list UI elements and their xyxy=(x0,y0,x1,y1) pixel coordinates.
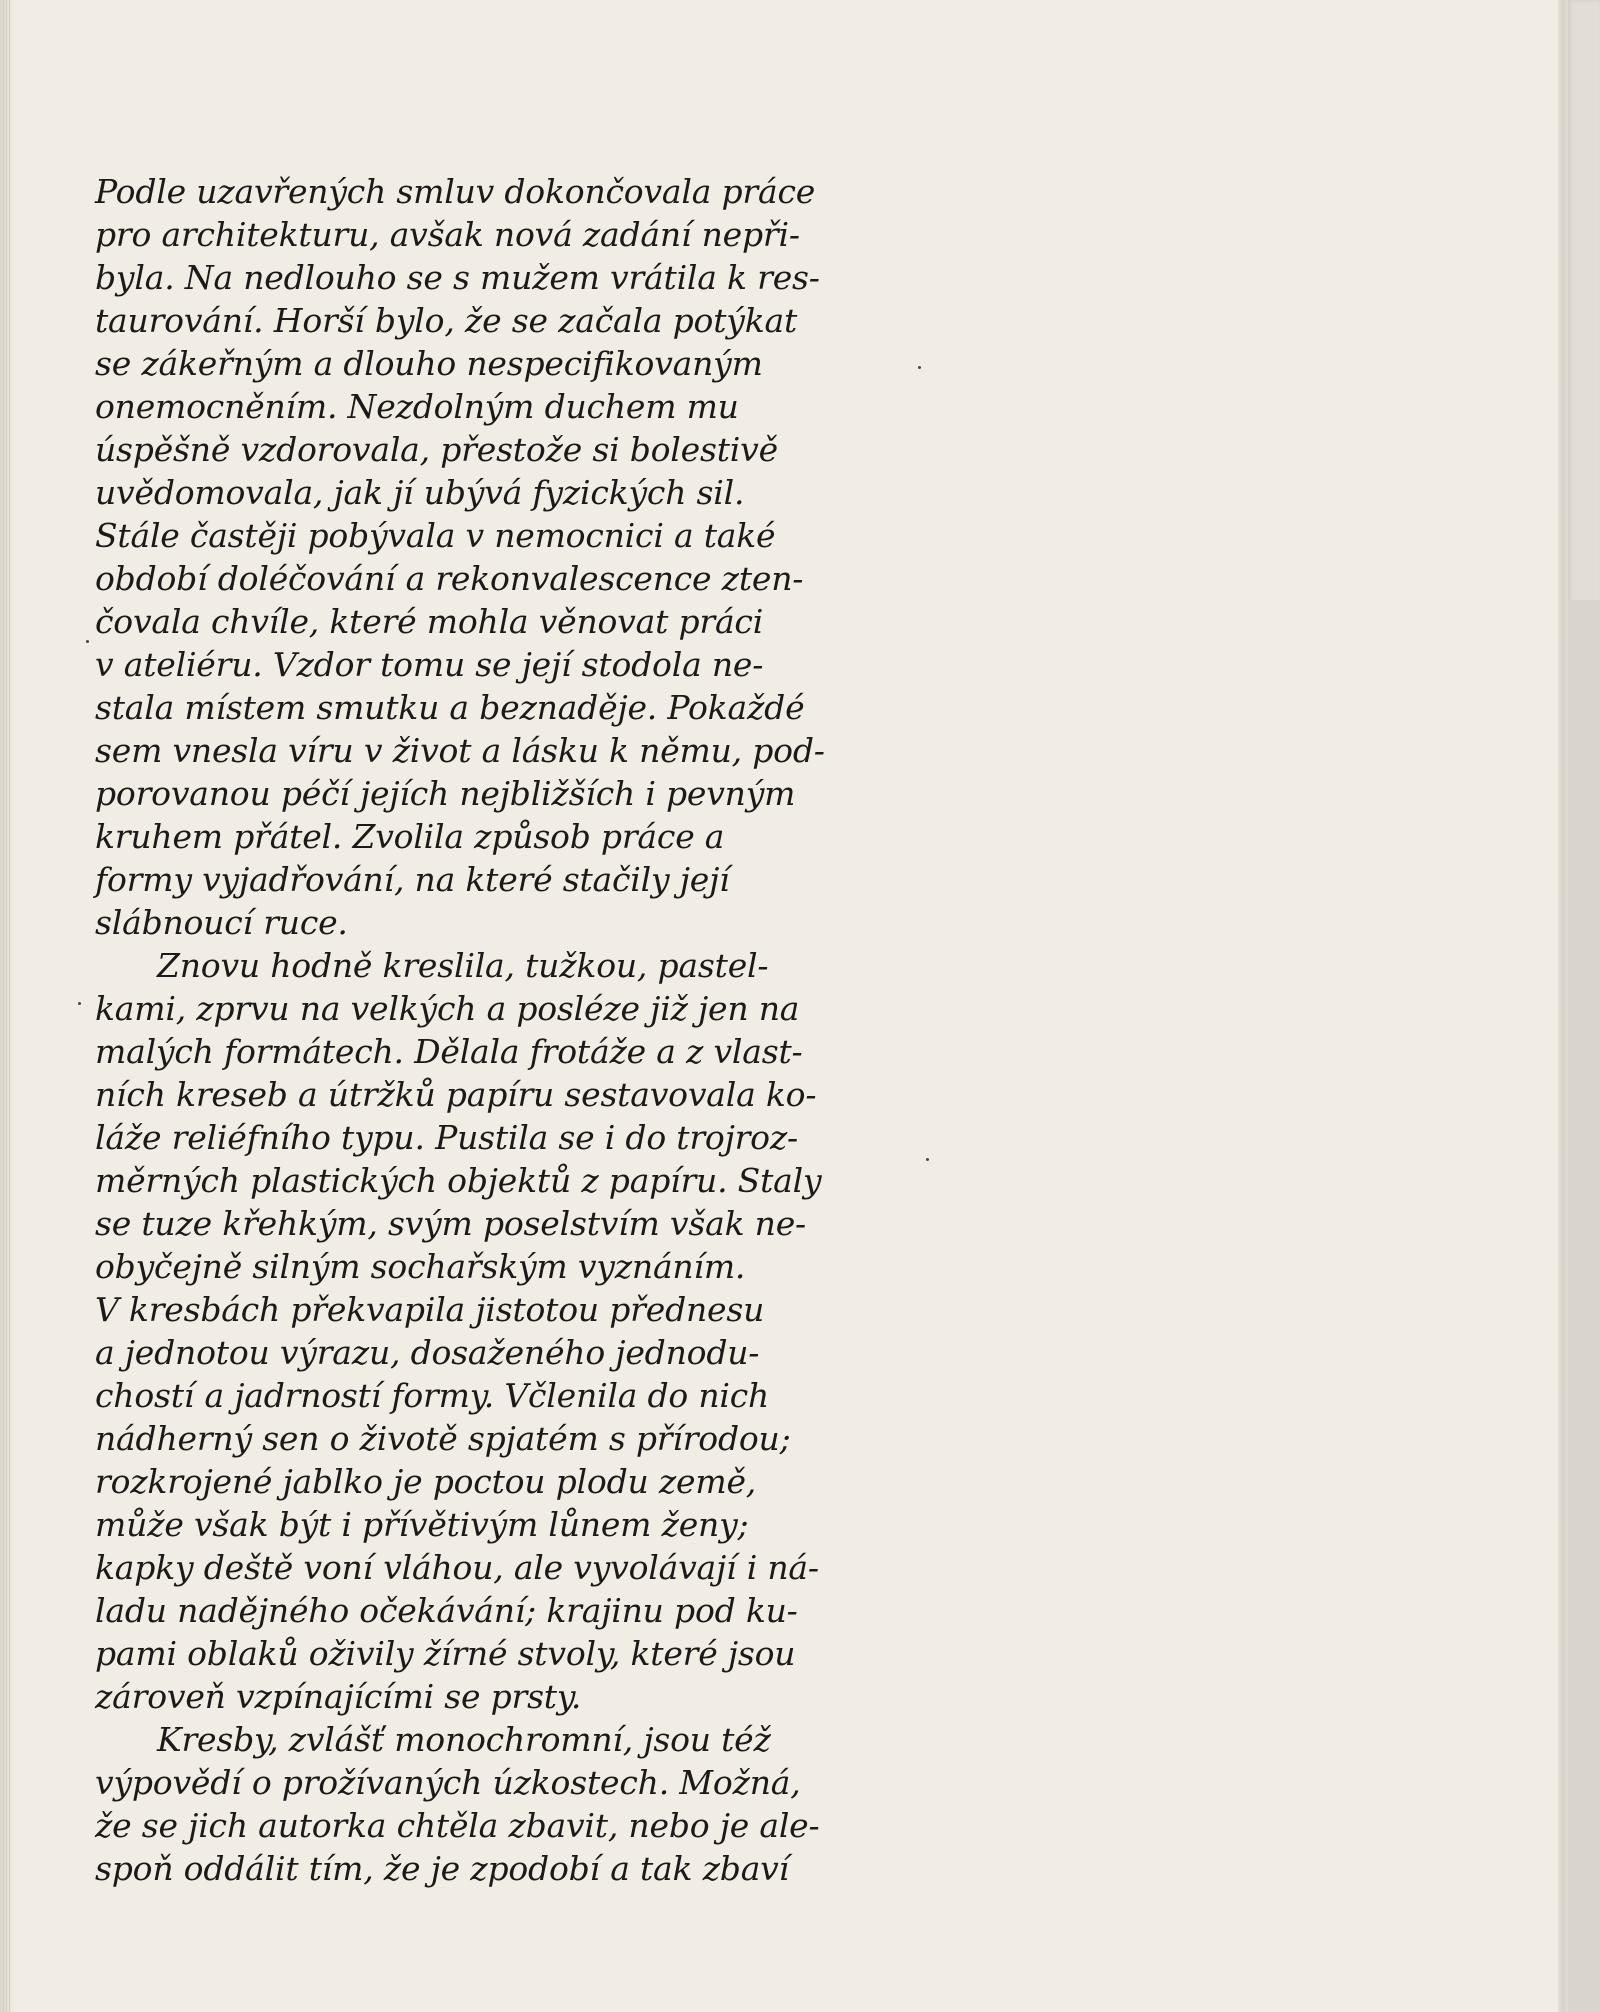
text-line: taurování. Horší bylo, že se začala potýkat xyxy=(95,301,798,340)
text-line: spoň oddálit tím, že je zpodobí a tak zbaví xyxy=(95,1849,789,1888)
text-line: čovala chvíle, které mohla věnovat práci xyxy=(95,602,764,641)
dust-speck xyxy=(86,640,89,643)
text-line: pro architekturu, avšak nová zadání nepři- xyxy=(95,215,800,254)
paragraph-first-line: Znovu hodně kreslila, tužkou, pastel- xyxy=(157,946,769,985)
paragraph-first-line: Kresby, zvlášť monochromní, jsou též xyxy=(157,1720,771,1759)
text-line: výpovědí o prožívaných úzkostech. Možná, xyxy=(95,1763,801,1802)
text-line: ladu nadějného očekávání; krajinu pod ku- xyxy=(95,1591,798,1630)
text-line: že se jich autorka chtěla zbavit, nebo je ale- xyxy=(95,1806,820,1845)
text-line: byla. Na nedlouho se s mužem vrátila k res- xyxy=(95,258,820,297)
text-line: malých formátech. Dělala frotáže a z vlast- xyxy=(95,1032,803,1071)
adjacent-page-shadow xyxy=(1568,600,1600,2012)
text-line: formy vyjadřování, na které stačily její xyxy=(95,860,730,899)
text-line: porovanou péčí jejích nejbližších i pevným xyxy=(95,774,796,813)
text-line: uvědomovala, jak jí ubývá fyzických sil. xyxy=(95,473,745,512)
text-line: ních kreseb a útržků papíru sestavovala ko- xyxy=(95,1075,817,1114)
text-line: chostí a jadrností formy. Včlenila do nich xyxy=(95,1376,770,1415)
text-line: se tuze křehkým, svým poselstvím však ne- xyxy=(95,1204,807,1243)
text-line: kruhem přátel. Zvolila způsob práce a xyxy=(95,817,725,856)
dust-speck xyxy=(78,1002,81,1005)
text-line: Stále častěji pobývala v nemocnici a také xyxy=(95,516,776,555)
text-line: úspěšně vzdorovala, přestože si bolestivě xyxy=(95,430,778,469)
text-line: V kresbách překvapila jistotou přednesu xyxy=(95,1290,765,1329)
text-line: Podle uzavřených smluv dokončovala práce xyxy=(95,172,816,211)
text-line: stala místem smutku a beznaděje. Pokaždé xyxy=(95,688,805,727)
body-text-column xyxy=(95,170,910,1890)
text-line: kami, zprvu na velkých a posléze již jen na xyxy=(95,989,800,1028)
text-line: slábnoucí ruce. xyxy=(95,903,348,942)
text-line: onemocněním. Nezdolným duchem mu xyxy=(95,387,739,426)
text-line: se zákeřným a dlouho nespecifikovaným xyxy=(95,344,763,383)
text-line: nádherný sen o životě spjatém s přírodou; xyxy=(95,1419,791,1458)
text-line: může však být i přívětivým lůnem ženy; xyxy=(95,1505,749,1544)
text-line: láže reliéfního typu. Pustila se i do trojroz- xyxy=(95,1118,798,1157)
page-edge-line xyxy=(3,0,4,2012)
page-edge-line xyxy=(6,0,7,2012)
text-line: pami oblaků oživily žírné stvoly, které jsou xyxy=(95,1634,796,1673)
dust-speck xyxy=(926,1158,929,1161)
text-line: sem vnesla víru v život a lásku k němu, pod- xyxy=(95,731,825,770)
text-line: měrných plastických objektů z papíru. Staly xyxy=(95,1161,822,1200)
text-line: období doléčování a rekonvalescence zten- xyxy=(95,559,804,598)
dust-speck xyxy=(918,366,921,369)
page-stack-edge xyxy=(0,0,14,2012)
page-edge-line xyxy=(9,0,10,2012)
text-line: kapky deště voní vláhou, ale vyvolávají i ná- xyxy=(95,1548,819,1587)
text-line: obyčejně silným sochařským vyznáním. xyxy=(95,1247,746,1286)
text-line: v ateliéru. Vzdor tomu se její stodola ne- xyxy=(95,645,764,684)
text-line: zároveň vzpínajícími se prsty. xyxy=(95,1677,582,1716)
text-line: a jednotou výrazu, dosaženého jednodu- xyxy=(95,1333,760,1372)
text-line: rozkrojené jablko je poctou plodu země, xyxy=(95,1462,757,1501)
book-gutter xyxy=(1558,0,1568,2012)
